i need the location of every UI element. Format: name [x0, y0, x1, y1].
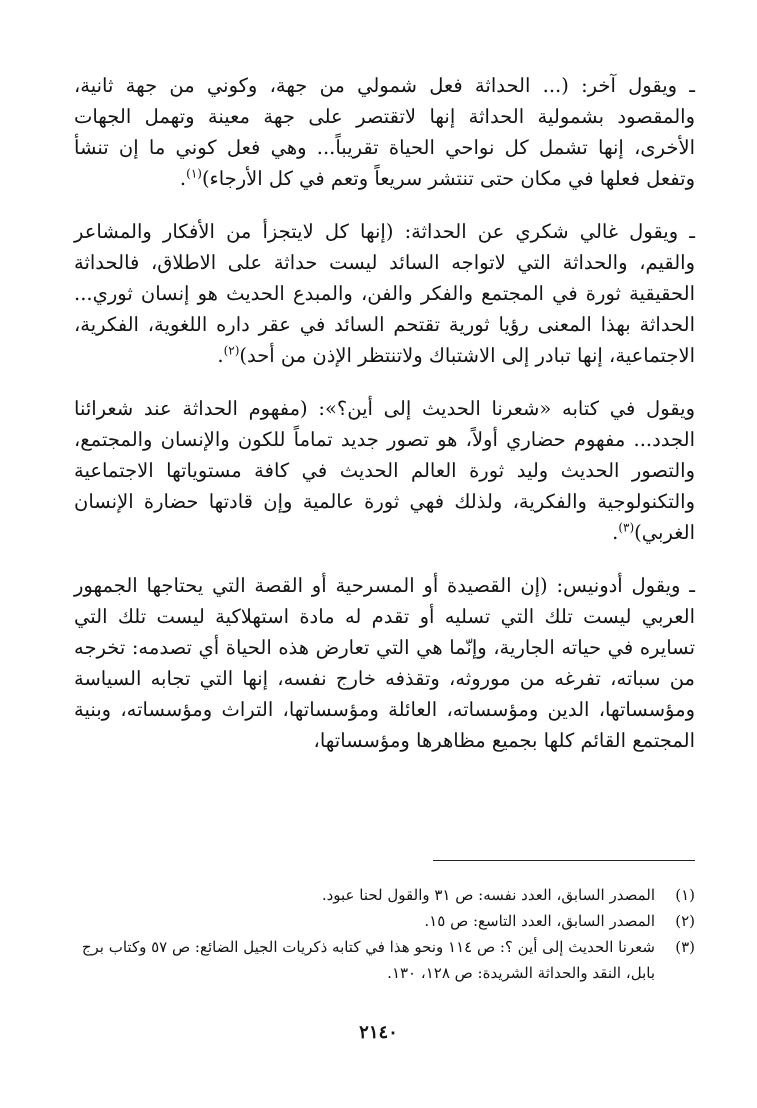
paragraph-4 — [74, 570, 695, 756]
footnotes — [74, 882, 695, 986]
footnote-text-3: شعرنا الحديث إلى أين ؟: ص ١١٤ ونحو هذا في كتابه ذكريات الجيل الضائع: ص ٥٧ وكتاب برج بابل، النقد والحداثة الشريدة: ص ١٢٨، ١٣٠. — [81, 938, 655, 982]
paragraph-2 — [74, 216, 695, 371]
footnote-text-2: المصدر السابق، العدد التاسع: ص ١٥. — [424, 912, 655, 930]
footnote-ref-1: (١) — [186, 166, 202, 181]
page-number: ٢١٤٠ — [359, 1022, 398, 1043]
footnote-number-3: (٣) — [675, 938, 695, 956]
footnote-2 — [74, 908, 695, 934]
paragraph-2-end: . — [217, 344, 224, 367]
paragraph-4-text: ـ ويقول أدونيس: (إن القصيدة أو المسرحية أو القصة التي يحتاجها الجمهور العربي ليست تلك التي تسليه أو تقدم له مادة استهلاكية ليست تلك التي تسايره في حياته الجارية، وإنّما هي التي تعارض هذه الحياة أي تصدمه: تخرجه من سباته، تفرغه من موروثه، وتقذفه خارج نفسه، إنها التي تجابه السياسة ومؤسساتها، الدين ومؤسساته، العائلة ومؤسساتها، التراث ومؤسساته، وبنية المجتمع القائم كلها بجميع مظاهرها ومؤسساتها، — [74, 574, 695, 752]
paragraph-3-text: ويقول في كتابه «شعرنا الحديث إلى أين؟»: (مفهوم الحداثة عند شعرائنا الجدد... مفهوم حضاري أولاً، هو تصور جديد تماماً للكون والإنسان والمجتمع، والتصور الحديث وليد ثورة العالم الحديث في كافة مستوياتها الاجتماعية والتكنولوجية والفكرية، ولذلك فهي ثورة عالمية وإن قادتها حضارة الإنسان الغربي) — [74, 397, 695, 544]
footnote-text-1: المصدر السابق، العدد نفسه: ص ٣١ والقول لحنا عبود. — [321, 886, 655, 904]
footnote-1 — [74, 882, 695, 908]
main-text — [74, 70, 695, 778]
paragraph-3-end: . — [612, 521, 619, 544]
paragraph-1-end: . — [179, 167, 187, 190]
paragraph-1 — [74, 70, 695, 194]
footnote-divider — [433, 860, 695, 861]
footnote-number-2: (٢) — [675, 912, 695, 930]
paragraph-3 — [74, 393, 695, 548]
footnote-3 — [74, 934, 695, 986]
footnote-number-1: (١) — [675, 886, 695, 904]
footnote-ref-3: (٣) — [618, 520, 635, 535]
paragraph-2-text: ـ ويقول غالي شكري عن الحداثة: (إنها كل لايتجزأ من الأفكار والمشاعر والقيم، والحداثة التي لاتواجه السائد ليست حداثة على الاطلاق، فالحداثة الحقيقية ثورة في المجتمع والفكر والفن، والمبدع الحديث هو إنسان ثوري... الحداثة بهذا المعنى رؤيا ثورية تقتحم السائد في عقر داره اللغوية، الفكرية، الاجتماعية، إنها تبادر إلى الاشتباك ولاتنتظر الإذن من أحد) — [74, 220, 695, 367]
footnote-ref-2: (٢) — [223, 343, 240, 358]
paragraph-1-text: ـ ويقول آخر: (... الحداثة فعل شمولي من جهة، وكوني من جهة ثانية، والمقصود بشمولية الحداثة إنها لاتقتصر على جهة معينة وتهمل الجهات الأخرى، إنها تشمل كل نواحي الحياة تقريباً... وهي فعل كوني ما إن تنشأ وتفعل فعلها في مكان حتى تنتشر سريعاً وتعم في كل الأرجاء) — [74, 74, 695, 190]
